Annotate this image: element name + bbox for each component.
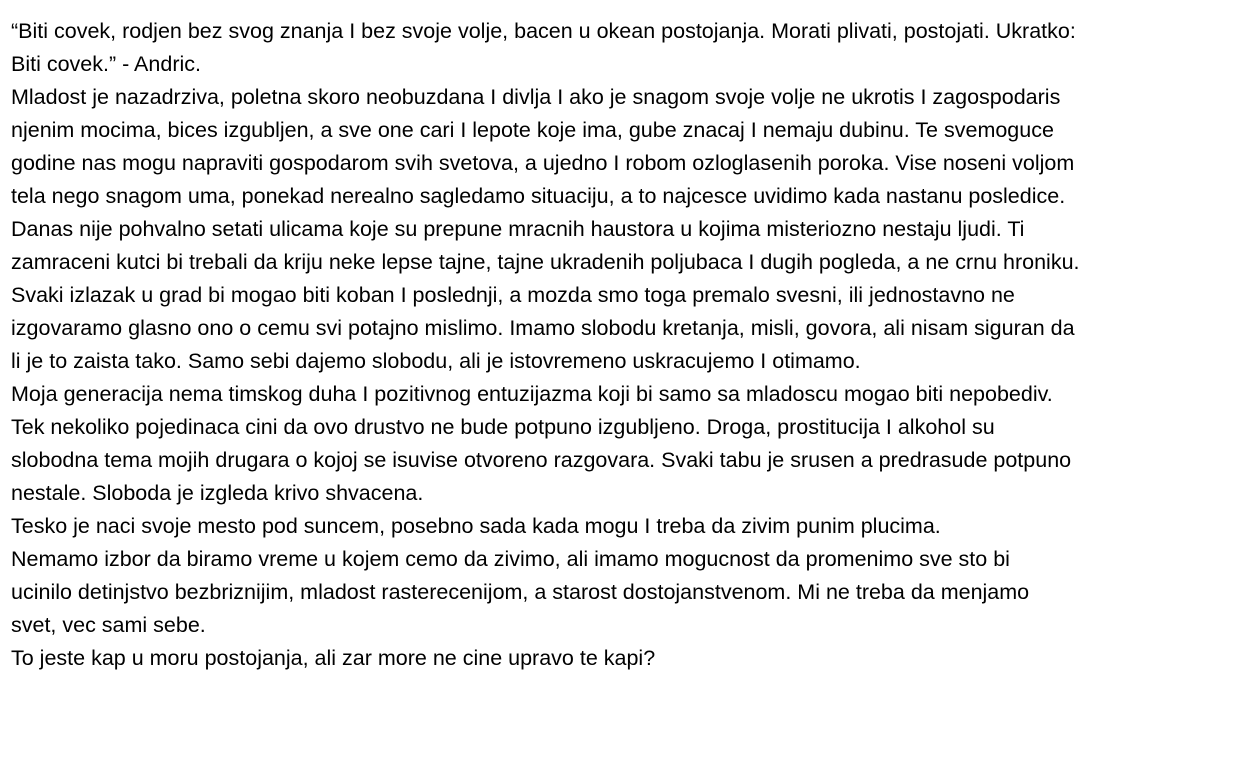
paragraph-1-line-2: njenim mocima, bices izgubljen, a sve one cari I lepote koje ima, gube znacaj I nemaju dubinu. Te svemoguce [11,118,1054,142]
document-body [11,15,1247,675]
quote-line-2: Biti covek.” - Andric. [11,52,201,76]
paragraph-3-line-4: nestale. Sloboda je izgleda krivo shvacena. [11,481,424,505]
paragraph-5-line-3: svet, vec sami sebe. [11,613,206,637]
paragraph-4-line-1: Tesko je naci svoje mesto pod suncem, posebno sada kada mogu I treba da zivim punim plucima. [11,514,941,538]
paragraph-1-line-1: Mladost je nazadrziva, poletna skoro neobuzdana I divlja I ako je snagom svoje volje ne ukrotis I zagospodaris [11,85,1061,109]
paragraph-2-line-2: zamraceni kutci bi trebali da kriju neke lepse tajne, tajne ukradenih poljubaca I dugih pogleda, a ne crnu hroniku. [11,250,1080,274]
paragraph-5-line-2: ucinilo detinjstvo bezbriznijim, mladost rasterecenijom, a starost dostojanstvenom. Mi ne treba da menjamo [11,580,1030,604]
paragraph-3-line-1: Moja generacija nema timskog duha I pozitivnog entuzijazma koji bi samo sa mladoscu mogao biti nepobediv. [11,382,1053,406]
closing-line: To jeste kap u moru postojanja, ali zar more ne cine upravo te kapi? [11,646,656,670]
paragraph-2-line-4: izgovaramo glasno ono o cemu svi potajno mislimo. Imamo slobodu kretanja, misli, govora, ali nisam siguran da [11,316,1075,340]
paragraph-3-line-3: slobodna tema mojih drugara o kojoj se isuvise otvoreno razgovara. Svaki tabu je srusen a predrasude potpuno [11,448,1072,472]
paragraph-3-line-2: Tek nekoliko pojedinaca cini da ovo drustvo ne bude potpuno izgubljeno. Droga, prostitucija I alkohol su [11,415,995,439]
quote-line-1: “Biti covek, rodjen bez svog znanja I bez svoje volje, bacen u okean postojanja. Morati plivati, postojati. Ukratko: [11,19,1076,43]
paragraph-5-line-1: Nemamo izbor da biramo vreme u kojem cemo da zivimo, ali imamo mogucnost da promenimo sve sto bi [11,547,1010,571]
paragraph-1-line-3: godine nas mogu napraviti gospodarom svih svetova, a ujedno I robom ozloglasenih poroka. Vise noseni voljom [11,151,1075,175]
paragraph-2-line-5: li je to zaista tako. Samo sebi dajemo slobodu, ali je istovremeno uskracujemo I otimamo. [11,349,861,373]
paragraph-2-line-3: Svaki izlazak u grad bi mogao biti koban I poslednji, a mozda smo toga premalo svesni, ili jednostavno ne [11,283,1015,307]
paragraph-2-line-1: Danas nije pohvalno setati ulicama koje su prepune mracnih haustora u kojima misteriozno nestaju ljudi. Ti [11,217,1025,241]
paragraph-1-line-4: tela nego snagom uma, ponekad nerealno sagledamo situaciju, a to najcesce uvidimo kada nastanu posledice. [11,184,1066,208]
